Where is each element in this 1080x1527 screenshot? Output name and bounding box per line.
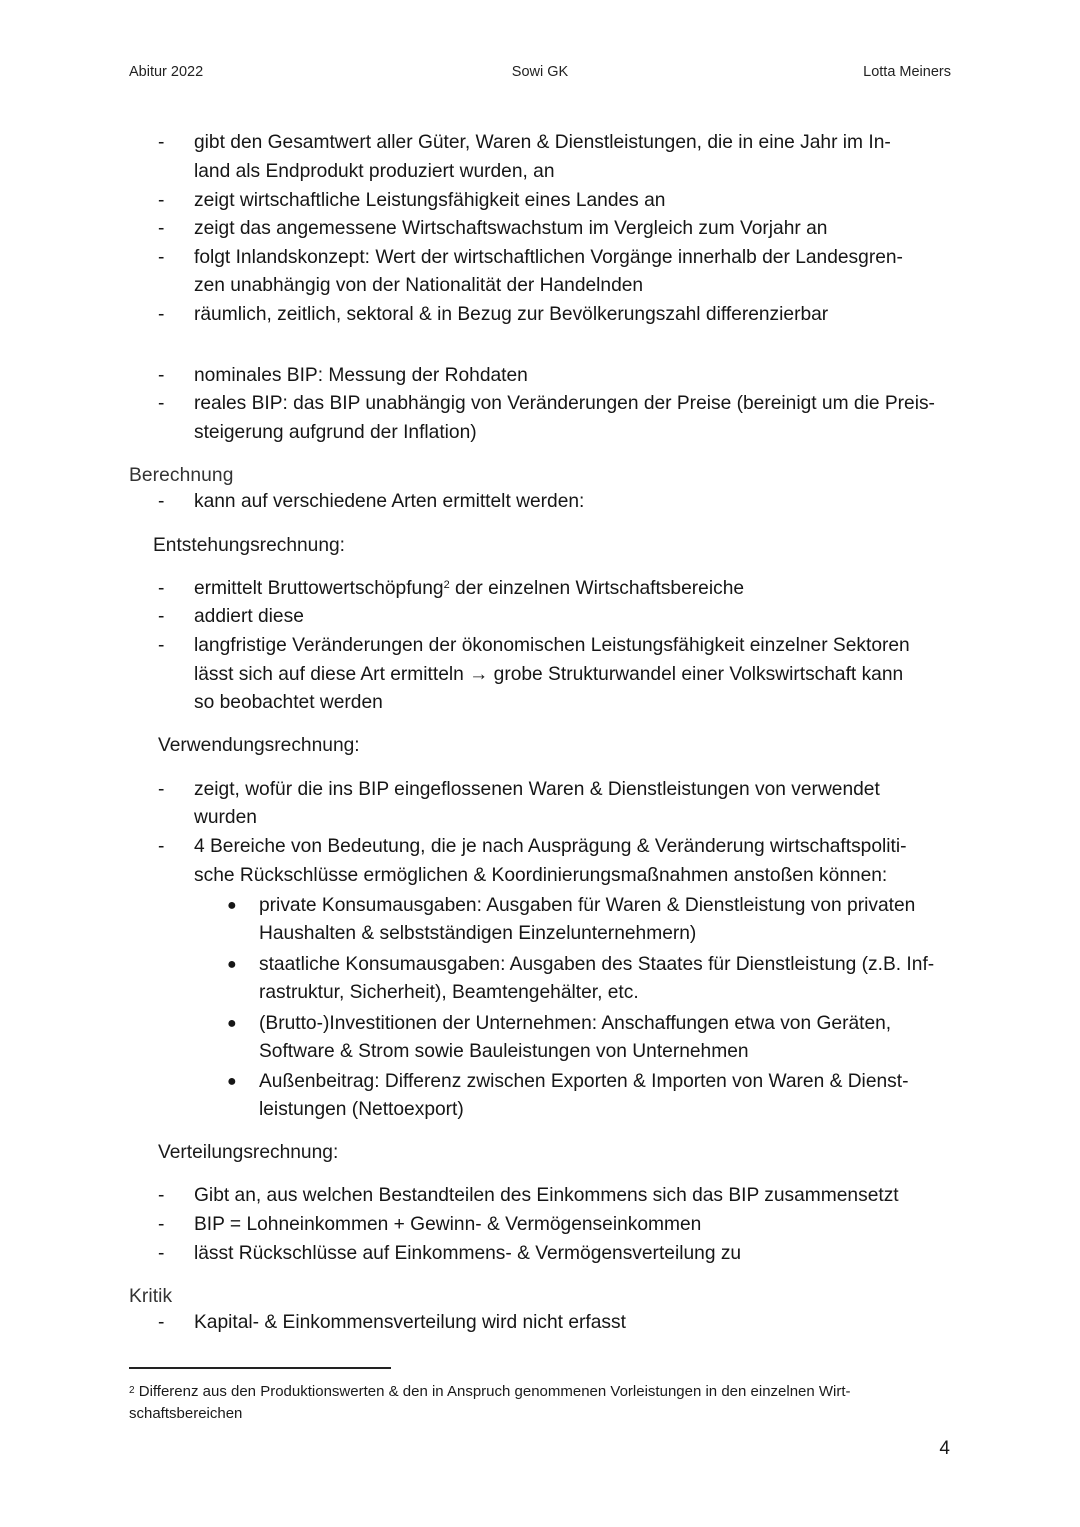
bullet-marker: ●: [227, 1015, 237, 1032]
header-left: Abitur 2022: [129, 64, 204, 80]
dash-marker: -: [158, 1185, 165, 1206]
bullet-marker: ●: [227, 956, 237, 973]
header-center: Sowi GK: [511, 64, 569, 80]
dash-marker: -: [158, 836, 165, 857]
dash-marker: -: [158, 606, 165, 627]
footnote-separator: [129, 1367, 391, 1369]
section-heading-kritik: Kritik: [129, 1286, 173, 1307]
footnote-ref[interactable]: 2: [443, 579, 450, 591]
subheading-verwendungsrechnung: Verwendungsrechnung:: [158, 735, 360, 756]
dash-marker: -: [158, 247, 165, 268]
header-right: Lotta Meiners: [863, 64, 951, 80]
footnote: $^2$ Differenz aus den Produktionswerten & den in Anspruch genommenen Vorleistungen in den einzelnen Wirt- schaftsbereichen: [129, 1383, 851, 1422]
dash-marker: -: [158, 635, 165, 656]
dash-marker: -: [158, 304, 165, 325]
dash-marker: -: [158, 132, 165, 153]
dash-marker: -: [158, 578, 165, 599]
footnote-marker: 2: [129, 1385, 135, 1396]
bullet-marker: ●: [227, 1073, 237, 1090]
dash-marker: -: [158, 365, 165, 386]
dash-marker: -: [158, 1312, 165, 1333]
dash-marker: -: [158, 1214, 165, 1235]
subheading-entstehungsrechnung: Entstehungsrechnung:: [153, 535, 346, 556]
dash-marker: -: [158, 491, 165, 512]
bullet-marker: ●: [227, 897, 237, 914]
dash-marker: -: [158, 190, 165, 211]
page-number: 4: [939, 1438, 950, 1459]
subheading-verteilungsrechnung: Verteilungsrechnung:: [158, 1142, 339, 1163]
dash-marker: -: [158, 393, 165, 414]
dash-marker: -: [158, 1243, 165, 1264]
dash-marker: -: [158, 779, 165, 800]
page-header: [129, 64, 951, 86]
section-heading-berechnung: Berechnung: [129, 465, 234, 486]
dash-marker: -: [158, 218, 165, 239]
